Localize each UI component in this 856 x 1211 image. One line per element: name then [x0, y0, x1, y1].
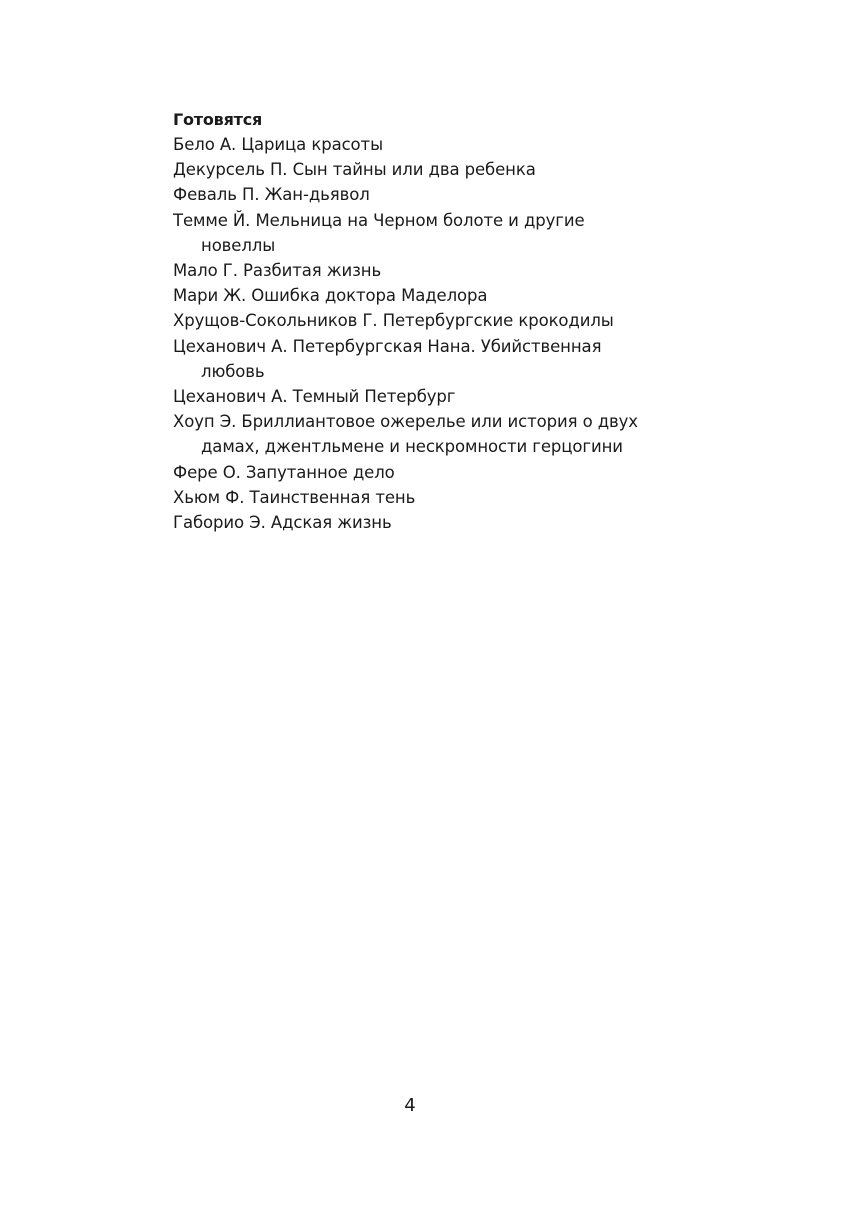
book-item: Декурсель П. Сын тайны или два ребенка [173, 160, 536, 180]
book-item: Феваль П. Жан-дьявол [173, 185, 370, 205]
book-list [173, 132, 653, 535]
book-item: Фере О. Запутанное дело [173, 462, 395, 482]
page-number: 4 [404, 1095, 416, 1116]
book-item: Цеханович А. Темный Петербург [173, 387, 456, 407]
book-item: Цеханович А. Петербургская Нана. Убийственная любовь [173, 336, 602, 381]
book-item: Хьюм Ф. Таинственная тень [173, 487, 416, 507]
book-item: Темме Й. Мельница на Черном болоте и другие новеллы [173, 210, 585, 255]
book-item: Хоуп Э. Бриллиантовое ожерелье или история о двух дамах, джентльмене и нескромности герцогини [173, 412, 638, 457]
book-item: Мари Ж. Ошибка доктора Маделора [173, 286, 488, 306]
book-item: Хрущов-Сокольников Г. Петербургские крокодилы [173, 311, 614, 331]
forthcoming-books-section [173, 107, 653, 535]
book-item: Бело А. Царица красоты [173, 135, 383, 154]
book-item: Мало Г. Разбитая жизнь [173, 261, 382, 281]
book-item: Габорио Э. Адская жизнь [173, 513, 392, 533]
section-heading: Готовятся [173, 110, 263, 129]
